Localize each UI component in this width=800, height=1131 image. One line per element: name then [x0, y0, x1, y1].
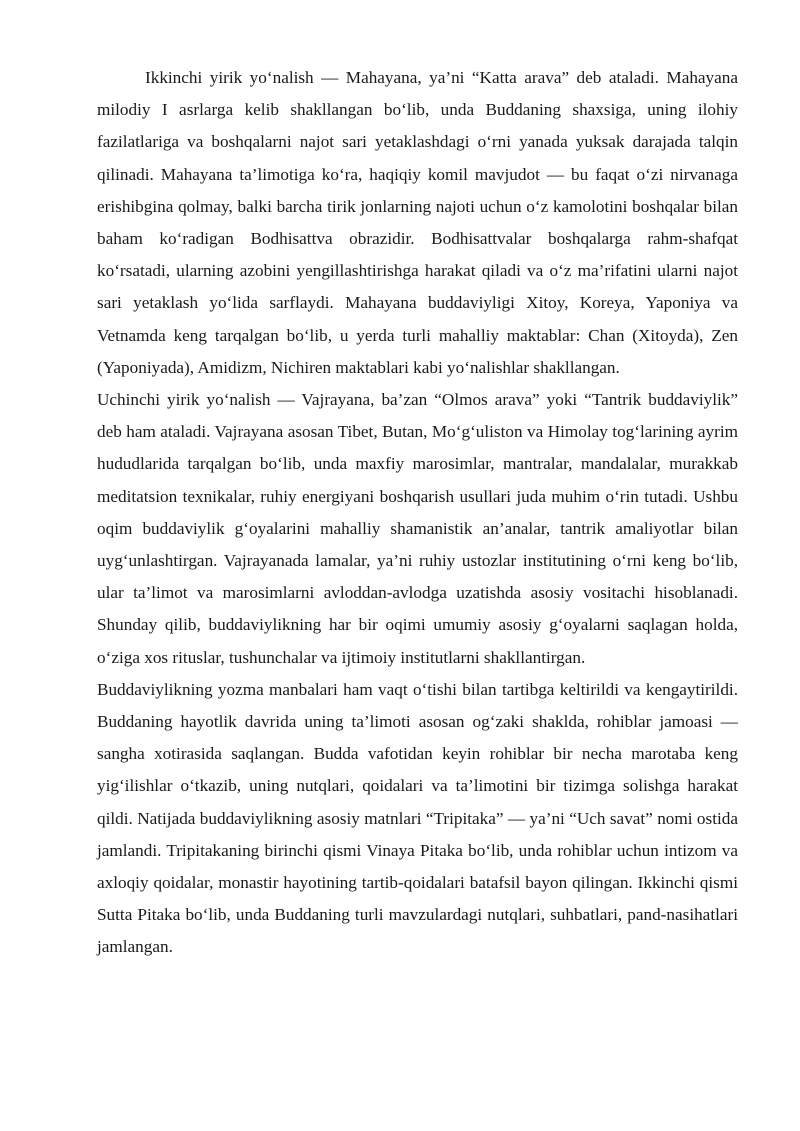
document-body [97, 62, 738, 964]
paragraph-written-sources: Buddaviylikning yozma manbalari ham vaqt o‘tishi bilan tartibga keltirildi va kengaytirildi. Buddaning hayotlik davrida uning ta’limoti asosan og‘zaki shaklda, rohiblar jamoasi — sangha xotirasida saqlangan. Budda vafotidan keyin rohiblar bir necha marotaba keng yig‘ilishlar o‘tkazib, uning nutqlari, qoidalari va ta’limotini bir tizimga solishga harakat qildi. Natijada buddaviylikning asosiy matnlari “Tripitaka” — ya’ni “Uch savat” nomi ostida jamlandi. Tripitakaning birinchi qismi Vinaya Pitaka bo‘lib, unda rohiblar uchun intizom va axloqiy qoidalar, monastir hayotining tartib-qoidalari batafsil bayon qilingan. Ikkinchi qismi Sutta Pitaka bo‘lib, unda Buddaning turli mavzulardagi nutqlari, suhbatlari, pand-nasihatlari jamlangan. [97, 679, 738, 957]
paragraph-mahayana: Ikkinchi yirik yo‘nalish — Mahayana, ya’ni “Katta arava” deb ataladi. Mahayana milodiy I asrlarga kelib shakllangan bo‘lib, unda Buddaning shaxsiga, uning ilohiy fazilatlariga va boshqalarni najot sari yetaklashdagi o‘rni yanada yuksak darajada talqin qilinadi. Mahayana ta’limotiga ko‘ra, haqiqiy komil mavjudot — bu faqat o‘zi nirvanaga erishibgina qolmay, balki barcha tirik jonlarning najoti uchun o‘z kamolotini boshqalar bilan baham ko‘radigan Bodhisattva obrazidir. Bodhisattvalar boshqalarga rahm-shafqat ko‘rsatadi, ularning azobini yengillashtirishga harakat qiladi va o‘z ma’rifatini ularni najot sari yetaklash yo‘lida sarflaydi. Mahayana buddaviyligi Xitoy, Koreya, Yaponiya va Vetnamda keng tarqalgan bo‘lib, u yerda turli mahalliy maktablar: Chan (Xitoyda), Zen (Yaponiyada), Amidizm, Nichiren maktablari kabi yo‘nalishlar shakllangan. [97, 68, 738, 377]
paragraph-vajrayana: Uchinchi yirik yo‘nalish — Vajrayana, ba’zan “Olmos arava” yoki “Tantrik buddaviylik” deb ham ataladi. Vajrayana asosan Tibet, Butan, Mo‘g‘uliston va Himolay tog‘larining ayrim hududlarida tarqalgan bo‘lib, unda maxfiy marosimlar, mantralar, mandalalar, murakkab meditatsion texnikalar, ruhiy energiyani boshqarish usullari juda muhim o‘rin tutadi. Ushbu oqim buddaviylik g‘oyalarini mahalliy shamanistik an’analar, tantrik amaliyotlar bilan uyg‘unlashtirgan. Vajrayanada lamalar, ya’ni ruhiy ustozlar institutining o‘rni keng bo‘lib, ular ta’limot va marosimlarni avloddan-avlodga uzatishda asosiy vositachi hisoblanadi. Shunday qilib, buddaviylikning har bir oqimi umumiy asosiy g‘oyalarni saqlagan holda, o‘ziga xos rituslar, tushunchalar va ijtimoiy institutlarni shakllantirgan. [97, 390, 738, 667]
